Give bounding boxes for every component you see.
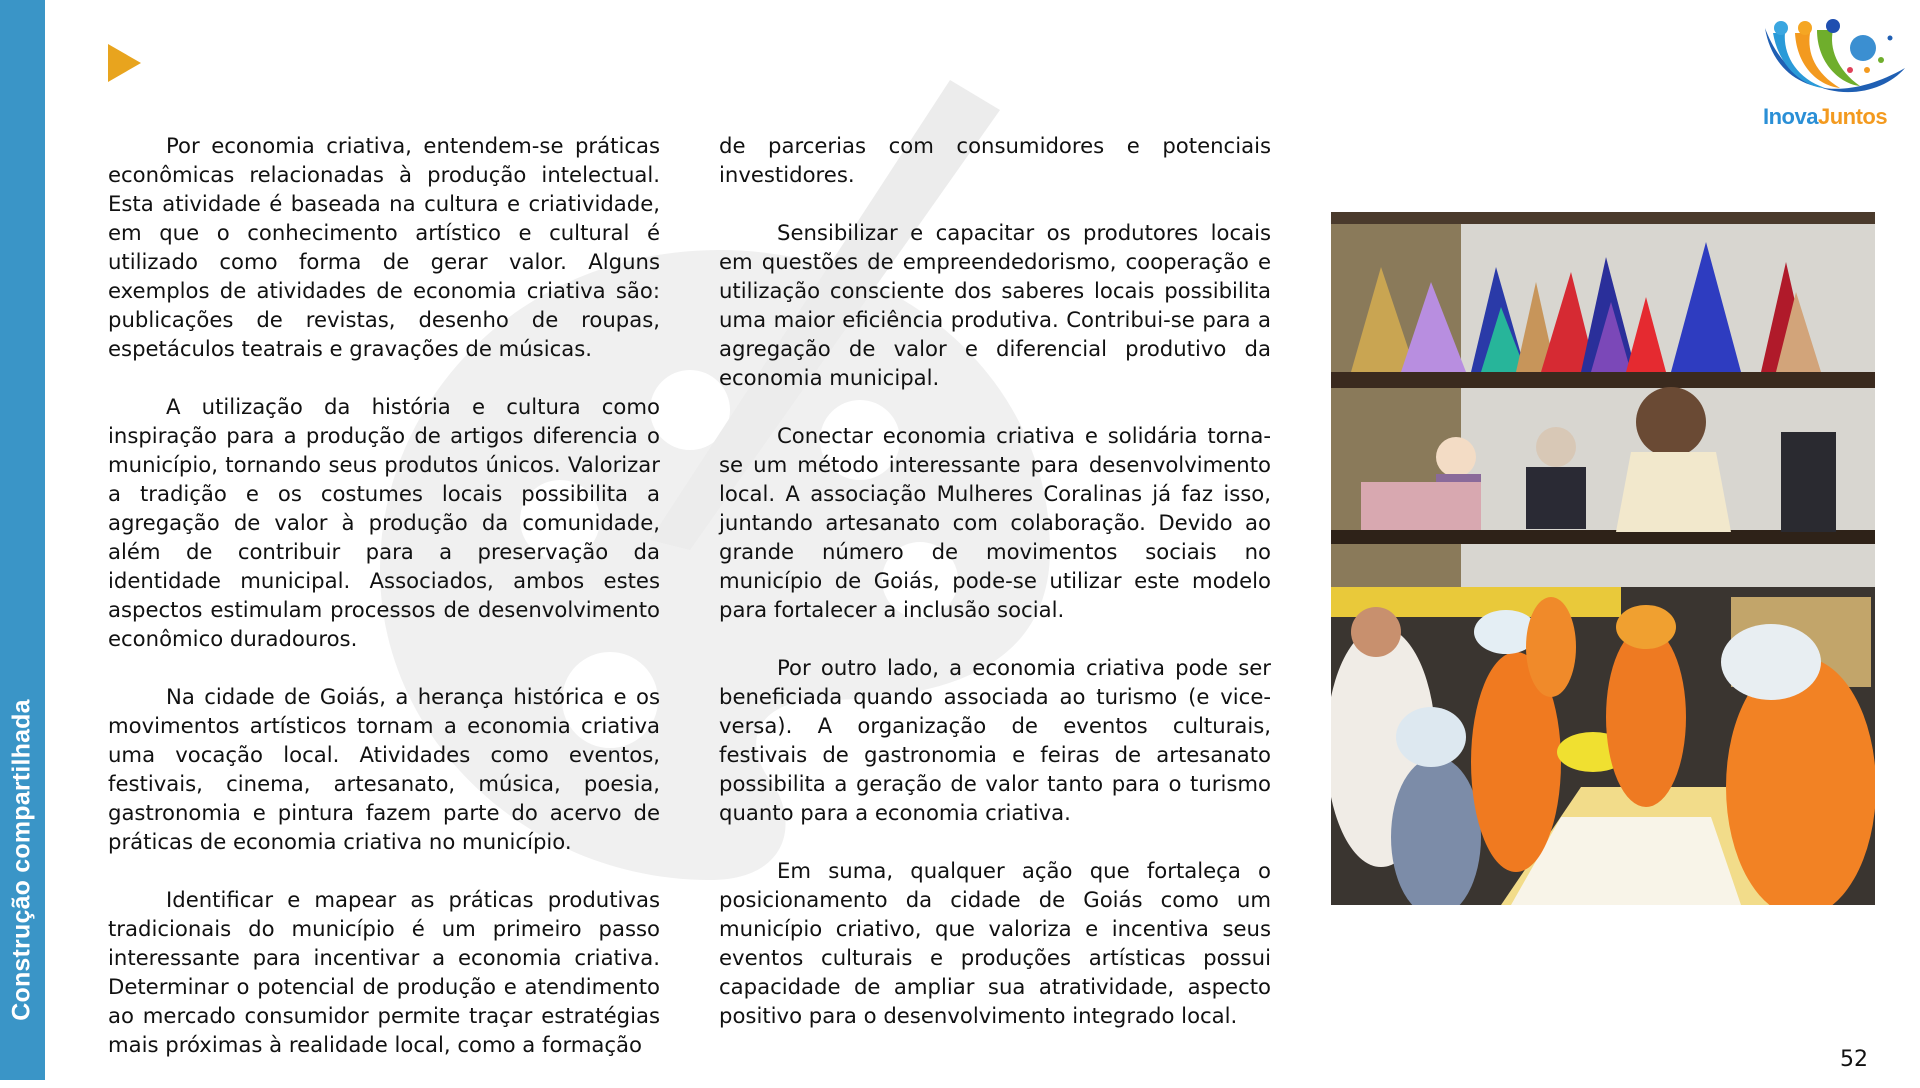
logo-dot [1878, 57, 1884, 63]
woman-orange-2 [1606, 627, 1686, 807]
paragraph: Por outro lado, a economia criativa pode ser beneficiada quando associada ao turismo (e vice-versa). A organização de eventos culturais, festivais de gastronomia e feiras de artesanato possibilita a geração de valor tanto para o turismo quanto para a economia criativa. [719, 655, 1271, 825]
logo-word-juntos: Juntos [1817, 104, 1888, 129]
shelf-top [1331, 372, 1875, 388]
rag-doll-head [1436, 437, 1476, 477]
woman-cap-3 [1721, 624, 1821, 700]
right-text-column [719, 131, 1271, 1059]
play-triangle-icon [108, 44, 141, 82]
logo-dot [1847, 67, 1853, 73]
paragraph: de parcerias com consumidores e potenciais investidores. [719, 133, 1271, 187]
sidebar-label: Construção compartilhada [7, 699, 36, 1021]
paragraph: Identificar e mapear as práticas produtivas tradicionais do município é um primeiro passo interessante para incentivar a economia criativa. Determinar o potencial de produção e atendimento ao mercado consumidor permite traçar estratégias mais próximas à realidade local, como a formação [108, 887, 660, 1057]
shelf-frame [1331, 212, 1875, 224]
paragraph: Na cidade de Goiás, a herança histórica e os movimentos artísticos tornam a economia criativa uma vocação local. Atividades como eventos, festivais, cinema, artesanato, música, poesia, gastronomia e pintura fazem parte do acervo de práticas de economia criativa no município. [108, 684, 660, 854]
photo-handmade-dolls [1331, 212, 1875, 587]
paragraph: Sensibilizar e capacitar os produtores locais em questões de empreendedorismo, cooperação e utilização consciente dos saberes locais possibilita uma maior eficiência produtiva. Contribui-se para a agregação de valor e diferencial produtivo da economia municipal. [719, 220, 1271, 390]
logo-head-navy [1826, 19, 1840, 33]
logo-wordmark [1763, 104, 1887, 130]
child-cap [1396, 707, 1466, 767]
logo-globe [1850, 35, 1876, 61]
grey-doll-body [1526, 467, 1586, 529]
big-doll-head [1636, 387, 1706, 457]
logo-dot [1864, 67, 1870, 73]
tall-doll [1781, 432, 1836, 532]
sidebar-label-wrap [0, 0, 45, 1080]
logo-head-blue [1774, 21, 1788, 35]
woman-head [1351, 607, 1401, 657]
woman-orange-4 [1526, 597, 1576, 697]
logo-dot [1888, 36, 1893, 41]
page-number: 52 [1840, 1047, 1868, 1072]
grey-doll-head [1536, 427, 1576, 467]
big-doll-dress [1616, 452, 1731, 532]
jars [1361, 482, 1481, 530]
logo-head-orange [1798, 21, 1812, 35]
left-text-column [108, 131, 660, 1088]
paragraph: A utilização da história e cultura como inspiração para a produção de artigos diferencia o município, tornando seus produtos únicos. Valorizar a tradição e os costumes locais possibilita a agregação de valor à produção da comunidade, além de contribuir para a preservação da identidade municipal. Associados, ambos estes aspectos estimulam processos de desenvolvimento econômico duradouros. [108, 394, 660, 651]
paragraph: Conectar economia criativa e solidária torna-se um método interessante para desenvolvimento local. A associação Mulheres Coralinas já faz isso, juntando artesanato com colaboração. Devido ao grande número de movimentos sociais no município de Goiás, pode-se utilizar este modelo para fortalecer a inclusão social. [719, 423, 1271, 622]
paragraph: Em suma, qualquer ação que fortaleça o posicionamento da cidade de Goiás como um município criativo, que valoriza e incentiva seus eventos culturais e produções artísticas possui capacidade de ampliar sua atratividade, aspecto positivo para o desenvolvimento integrado local. [719, 858, 1271, 1028]
woman-cap-2 [1616, 605, 1676, 649]
shelf-bottom [1331, 530, 1875, 544]
photo-cooking-workshop [1331, 587, 1875, 905]
paragraph: Por economia criativa, entendem-se práticas econômicas relacionadas à produção intelectual. Esta atividade é baseada na cultura e criatividade, em que o conhecimento artístico e cultural é utilizado como forma de gerar valor. Alguns exemplos de atividades de economia criativa são: publicações de revistas, desenho de roupas, espetáculos teatrais e gravações de músicas. [108, 133, 660, 361]
logo-word-inova: Inova [1763, 104, 1818, 129]
